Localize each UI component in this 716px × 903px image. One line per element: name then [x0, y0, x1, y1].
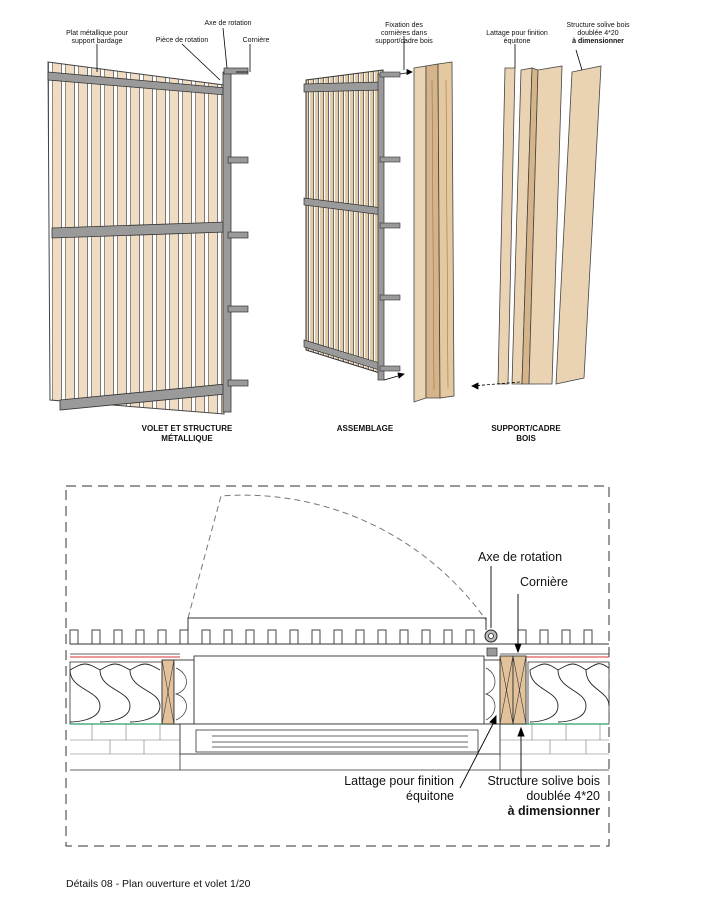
label-corniere-plan: Cornière — [520, 575, 568, 589]
label-lattage-top: Lattage pour finition équitone — [486, 30, 548, 45]
label-fixation: Fixation des cornières dans support/cadre bois — [375, 22, 433, 45]
label-piece-rotation: Pièce de rotation — [155, 37, 209, 44]
caption-volet: VOLET ET STRUCTURE MÉTALLIQUE — [141, 424, 233, 443]
label-structure-top: Structure solive bois doublée 4*20 à dimensionner — [566, 22, 630, 45]
label-structure-plan: Structure solive bois doublée 4*20 à dimensionner — [487, 774, 600, 818]
label-plat-metallique: Plat métallique pour support bardage — [66, 30, 128, 45]
label-corniere-top: Cornière — [242, 37, 270, 44]
label-lattage-plan: Lattage pour finition équitone — [344, 774, 454, 803]
label-axe-rotation-top: Axe de rotation — [204, 20, 252, 27]
caption-assemblage: ASSEMBLAGE — [336, 424, 394, 433]
plan-slats — [70, 630, 592, 644]
volet-drawing — [48, 28, 250, 414]
footer-caption: Détails 08 - Plan ouverture et volet 1/20 — [66, 878, 251, 890]
support-drawing — [472, 44, 601, 389]
caption-support: SUPPORT/CADRE BOIS — [491, 424, 561, 443]
label-axe-rotation-plan: Axe de rotation — [478, 550, 563, 564]
assemblage-drawing — [304, 36, 454, 402]
